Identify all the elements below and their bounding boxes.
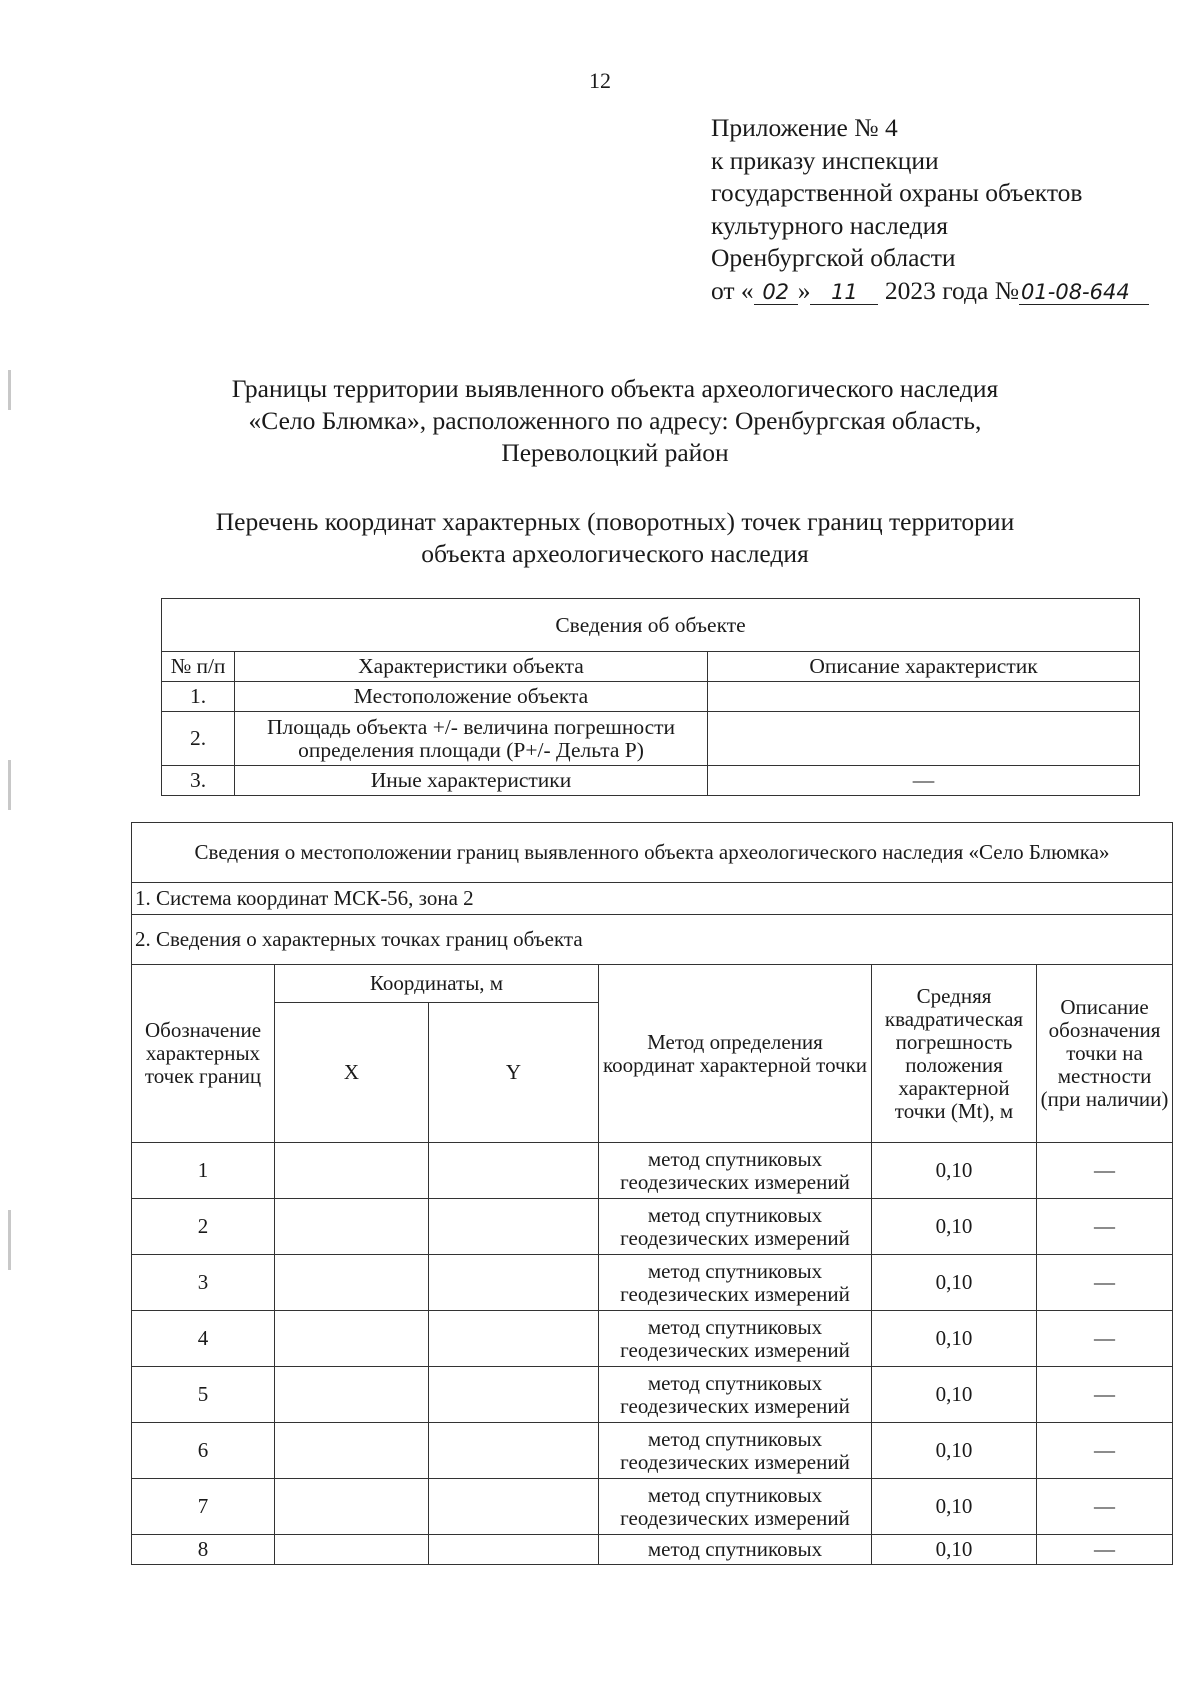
- point-x: [275, 1479, 429, 1535]
- scan-artifact: [8, 370, 11, 410]
- point-y: [429, 1199, 599, 1255]
- header-characteristic: Характеристики объекта: [235, 652, 708, 682]
- point-error: 0,10: [872, 1423, 1037, 1479]
- coordinate-system: 1. Система координат МСК-56, зона 2: [132, 883, 1173, 915]
- order-number: 01-08-644: [1019, 280, 1149, 305]
- header-description: Описание обозначения точки на местности (при наличии): [1037, 965, 1173, 1143]
- point-number: 7: [132, 1479, 275, 1535]
- point-method: метод спутниковых геодезических измерений: [599, 1255, 872, 1311]
- point-row: [132, 1367, 1173, 1423]
- point-method: метод спутниковых: [599, 1535, 872, 1565]
- date-year: 2023 года №: [884, 275, 1020, 305]
- row-name: Иные характеристики: [235, 766, 708, 796]
- appendix-line: Оренбургской области: [711, 243, 956, 272]
- point-y: [429, 1255, 599, 1311]
- point-y: [429, 1423, 599, 1479]
- subtitle-line: Перечень координат характерных (поворотных) точек границ территории: [215, 507, 1015, 536]
- point-number: 1: [132, 1143, 275, 1199]
- point-description: —: [1037, 1199, 1173, 1255]
- object-table-caption: Сведения об объекте: [162, 599, 1140, 652]
- point-number: 2: [132, 1199, 275, 1255]
- point-number: 5: [132, 1367, 275, 1423]
- point-description: —: [1037, 1143, 1173, 1199]
- point-y: [429, 1479, 599, 1535]
- appendix-date-line: [711, 275, 1149, 308]
- header-method: Метод определения координат характерной точки: [599, 965, 872, 1143]
- point-description: —: [1037, 1367, 1173, 1423]
- point-method: метод спутниковых геодезических измерений: [599, 1423, 872, 1479]
- point-x: [275, 1535, 429, 1565]
- point-row: [132, 1535, 1173, 1565]
- point-y: [429, 1367, 599, 1423]
- point-error: 0,10: [872, 1535, 1037, 1565]
- header-coordinates: Координаты, м: [275, 965, 599, 1003]
- point-y: [429, 1311, 599, 1367]
- point-x: [275, 1311, 429, 1367]
- row-num: 3.: [162, 766, 235, 796]
- section-title: 2. Сведения о характерных точках границ объекта: [132, 915, 1173, 965]
- point-error: 0,10: [872, 1255, 1037, 1311]
- point-number: 6: [132, 1423, 275, 1479]
- date-mid: »: [797, 275, 811, 305]
- row-name: Площадь объекта +/- величина погрешности определения площади (Р+/- Дельта Р): [235, 712, 708, 766]
- header-error: Средняя квадратическая погрешность положения характерной точки (Mt), м: [872, 965, 1037, 1143]
- scan-artifact: [8, 760, 11, 810]
- point-number: 3: [132, 1255, 275, 1311]
- points-table-body: [132, 1143, 1173, 1565]
- header-description: Описание характеристик: [708, 652, 1140, 682]
- point-row: [132, 1311, 1173, 1367]
- point-description: —: [1037, 1535, 1173, 1565]
- title-line: «Село Блюмка», расположенного по адресу: Оренбургская область,: [248, 406, 982, 435]
- point-description: —: [1037, 1255, 1173, 1311]
- appendix-line: Приложение № 4: [711, 113, 898, 142]
- page-number: 12: [589, 68, 611, 93]
- point-y: [429, 1143, 599, 1199]
- point-description: —: [1037, 1479, 1173, 1535]
- document-title: [150, 373, 1080, 469]
- header-x: X: [275, 1003, 429, 1143]
- points-table: [131, 822, 1173, 1565]
- point-description: —: [1037, 1311, 1173, 1367]
- point-error: 0,10: [872, 1143, 1037, 1199]
- point-error: 0,10: [872, 1479, 1037, 1535]
- row-num: 1.: [162, 682, 235, 712]
- points-table-caption: Сведения о местоположении границ выявленного объекта археологического наследия «Село Блюмка»: [132, 823, 1173, 883]
- document-subtitle: [150, 506, 1080, 570]
- date-day: 02: [754, 280, 798, 305]
- point-x: [275, 1143, 429, 1199]
- point-y: [429, 1535, 599, 1565]
- point-number: 8: [132, 1535, 275, 1565]
- date-prefix: от «: [711, 275, 754, 305]
- point-error: 0,10: [872, 1367, 1037, 1423]
- point-x: [275, 1367, 429, 1423]
- point-row: [132, 1479, 1173, 1535]
- header-num: № п/п: [162, 652, 235, 682]
- point-method: метод спутниковых геодезических измерений: [599, 1367, 872, 1423]
- appendix-line: государственной охраны объектов: [711, 178, 1083, 207]
- appendix-line: культурного наследия: [711, 210, 949, 240]
- point-row: [132, 1255, 1173, 1311]
- row-desc: [708, 682, 1140, 712]
- point-row: [132, 1143, 1173, 1199]
- subtitle-line: объекта археологического наследия: [421, 539, 809, 568]
- scan-artifact: [8, 1210, 11, 1270]
- header-y: Y: [429, 1003, 599, 1143]
- title-line: Границы территории выявленного объекта археологического наследия: [231, 374, 999, 403]
- point-error: 0,10: [872, 1199, 1037, 1255]
- point-number: 4: [132, 1311, 275, 1367]
- row-desc: —: [708, 766, 1140, 796]
- point-method: метод спутниковых геодезических измерений: [599, 1479, 872, 1535]
- title-line: Переволоцкий район: [501, 438, 729, 467]
- point-method: метод спутниковых геодезических измерений: [599, 1199, 872, 1255]
- appendix-block: [711, 112, 1149, 307]
- point-method: метод спутниковых геодезических измерений: [599, 1311, 872, 1367]
- point-description: —: [1037, 1423, 1173, 1479]
- point-row: [132, 1423, 1173, 1479]
- row-num: 2.: [162, 712, 235, 766]
- point-method: метод спутниковых геодезических измерений: [599, 1143, 872, 1199]
- row-name: Местоположение объекта: [235, 682, 708, 712]
- point-error: 0,10: [872, 1311, 1037, 1367]
- point-x: [275, 1255, 429, 1311]
- point-row: [132, 1199, 1173, 1255]
- appendix-line: к приказу инспекции: [711, 145, 939, 175]
- date-month: 11: [810, 280, 878, 305]
- row-desc: [708, 712, 1140, 766]
- header-designation: Обозначение характерных точек границ: [132, 965, 275, 1143]
- point-x: [275, 1199, 429, 1255]
- object-info-table: [161, 598, 1140, 796]
- point-x: [275, 1423, 429, 1479]
